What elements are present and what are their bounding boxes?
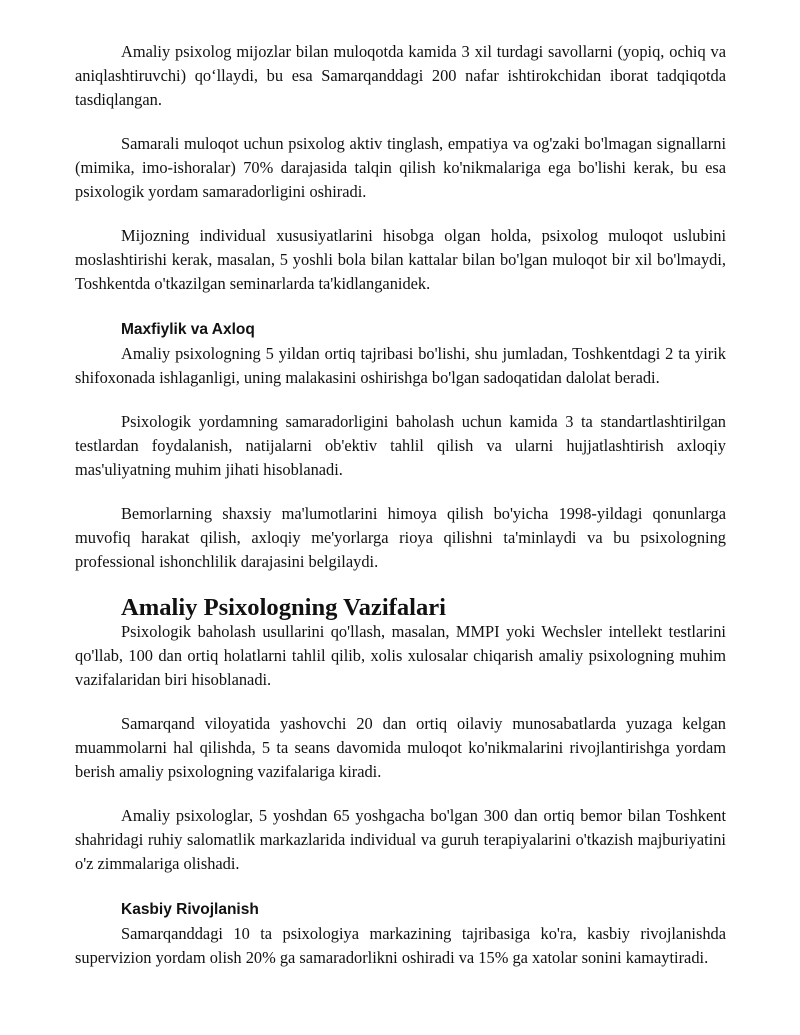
intro-paragraph-1: Amaliy psixolog mijozlar bilan muloqotda kamida 3 xil turdagi savollarni (yopiq, ochiq va aniqlashtiruvchi) qo‘llaydi, bu esa Samarqanddagi 200 nafar ishtirokchidan iborat tadqiqotda tasdiqlangan. (75, 42, 726, 109)
section-practical-duties (75, 596, 726, 876)
intro-paragraph-2: Samarali muloqot uchun psixolog aktiv tinglash, empatiya va og'zaki bo'lmagan signallarni (mimika, imo-ishoralar) 70% darajasida talqin qilish ko'nikmalariga ega bo'lishi kerak, bu esa psixologik yordam samaradorligini oshiradi. (75, 134, 726, 201)
section-heading: Amaliy Psixologning Vazifalari (121, 594, 446, 621)
section-paragraph: Samarqand viloyatida yashovchi 20 dan ortiq oilaviy munosabatlarda yuzaga kelgan muammolarni hal qilishda, 5 ta seans davomida muloqot ko'nikmalarini rivojlantirishga yordam berish amaliy psixologning vazifalariga kiradi. (75, 714, 726, 781)
section-paragraph: Bemorlarning shaxsiy ma'lumotlarini himoya qilish bo'yicha 1998-yildagi qonunlarga muvofiq harakat qilish, axloqiy me'yorlarga rioya qilishni ta'minlaydi va bu psixologning professional ishonchlilik darajasini belgilaydi. (75, 504, 726, 571)
section-paragraph: Psixologik baholash usullarini qo'llash, masalan, MMPI yoki Wechsler intellekt testlarini qo'llab, 100 dan ortiq holatlarni tahlil qilib, xolis xulosalar chiqarish amaliy psixologning muhim vazifalaridan biri hisoblanadi. (75, 622, 726, 689)
section-paragraph: Samarqanddagi 10 ta psixologiya markazining tajribasiga ko'ra, kasbiy rivojlanishda supervizion yordam olish 20% ga samaradorlikni oshiradi va 15% ga xatolar sonini kamaytiradi. (75, 924, 726, 967)
section-professional-development (75, 898, 726, 970)
section-paragraph: Psixologik yordamning samaradorligini baholash uchun kamida 3 ta standartlashtirilgan testlardan foydalanish, natijalarni ob'ektiv tahlil qilish va ularni hujjatlashtirish axloqiy mas'uliyatning muhim jihati hisoblanadi. (75, 412, 726, 479)
section-paragraph: Amaliy psixologlar, 5 yoshdan 65 yoshgacha bo'lgan 300 dan ortiq bemor bilan Toshkent shahridagi ruhiy salomatlik markazlarida individual va guruh terapiyalarini o'tkazish majburiyatini o'z zimmalariga olishadi. (75, 806, 726, 873)
section-paragraph: Amaliy psixologning 5 yildan ortiq tajribasi bo'lishi, shu jumladan, Toshkentdagi 2 ta yirik shifoxonada ishlaganligi, uning malakasini oshirishga bo'lgan sadoqatidan dalolat beradi. (75, 344, 726, 387)
intro-paragraph-3: Mijozning individual xususiyatlarini hisobga olgan holda, psixolog muloqot uslubini moslashtirishi kerak, masalan, 5 yoshli bola bilan kattalar bilan bo'lgan muloqot bir xil bo'lmaydi, Toshkentda o'tkazilgan seminarlarda ta'kidlanganidek. (75, 226, 726, 293)
section-confidentiality-ethics (75, 318, 726, 574)
section-heading: Kasbiy Rivojlanish (121, 901, 259, 918)
section-heading: Maxfiylik va Axloq (121, 321, 255, 338)
document-page (75, 40, 726, 990)
